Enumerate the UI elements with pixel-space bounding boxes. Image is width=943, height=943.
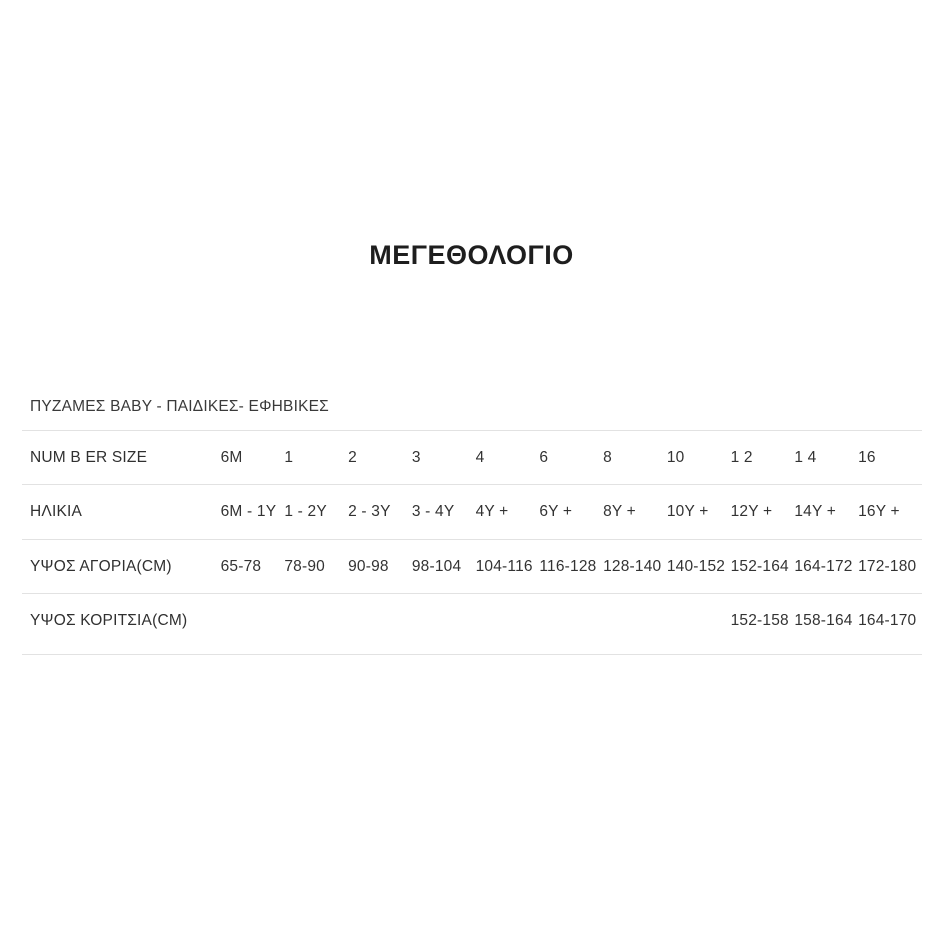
row-label: ΗΛΙΚΙΑ (30, 503, 83, 521)
table-cell: 12Y + (730, 503, 773, 521)
table-cell: 10Y + (666, 503, 709, 521)
table-cell: 128-140 (603, 557, 662, 575)
size-table-container (22, 398, 922, 655)
table-row (22, 539, 922, 593)
table-row (22, 485, 922, 539)
table-cell: 104-116 (475, 557, 533, 575)
table-cell: 164-170 (858, 612, 917, 630)
table-cell: 65-78 (220, 557, 262, 575)
table-cell: 164-172 (794, 557, 853, 575)
row-label: ΥΨΟΣ ΑΓΟΡΙΑ(CM) (30, 557, 172, 575)
table-cell: 10 (666, 449, 685, 466)
table-cell: 6 (539, 449, 549, 466)
table-cell: 140-152 (666, 557, 726, 575)
table-row (22, 431, 922, 485)
table-cell: 2 (348, 449, 357, 466)
table-cell: 3 - 4Y (411, 503, 455, 521)
table-cell: 4 (475, 449, 485, 466)
table-cell: 6M (220, 449, 243, 466)
table-cell (539, 594, 603, 654)
table-cell (284, 594, 348, 654)
table-cell: 152-158 (730, 612, 789, 630)
table-cell: 6Y + (539, 503, 573, 521)
table-cell: 1 2 (730, 449, 753, 466)
table-cell: 6M - 1Y (220, 503, 277, 521)
table-cell: 2 - 3Y (348, 503, 391, 521)
table-cell: 16 (858, 449, 876, 466)
table-cell: 4Y + (475, 503, 509, 521)
table-cell: 14Y + (794, 503, 837, 521)
table-cell (412, 594, 476, 654)
table-cell: 172-180 (858, 557, 917, 575)
table-cell: 8Y + (603, 503, 636, 521)
page-title: ΜΕΓΕΘΟΛΟΓΙΟ (369, 240, 574, 270)
table-cell: 116-128 (539, 557, 597, 575)
table-cell: 98-104 (411, 557, 462, 575)
table-cell: 78-90 (284, 557, 325, 575)
table-cell: 1 - 2Y (284, 503, 327, 521)
size-table (22, 430, 922, 655)
table-cell (476, 594, 540, 654)
table-cell: 16Y + (858, 503, 900, 521)
table-cell: 90-98 (348, 557, 389, 575)
table-cell: 158-164 (794, 612, 853, 630)
table-cell: 1 (284, 449, 294, 466)
table-cell (603, 594, 667, 654)
table-caption: ΠΥΖΑΜΕΣ BABY - ΠΑΙΔΙΚΕΣ- ΕΦΗΒΙΚΕΣ (30, 398, 329, 415)
table-cell: 3 (411, 449, 421, 466)
row-label: NUM B ER SIZE (30, 449, 148, 466)
table-cell (667, 594, 731, 654)
table-cell (348, 594, 412, 654)
table-cell (221, 594, 285, 654)
table-cell: 8 (603, 449, 612, 466)
table-cell: 152-164 (730, 557, 789, 575)
table-row (22, 594, 922, 654)
table-cell: 1 4 (794, 449, 817, 466)
row-label: ΥΨΟΣ ΚΟΡΙΤΣΙΑ(CM) (30, 612, 188, 630)
